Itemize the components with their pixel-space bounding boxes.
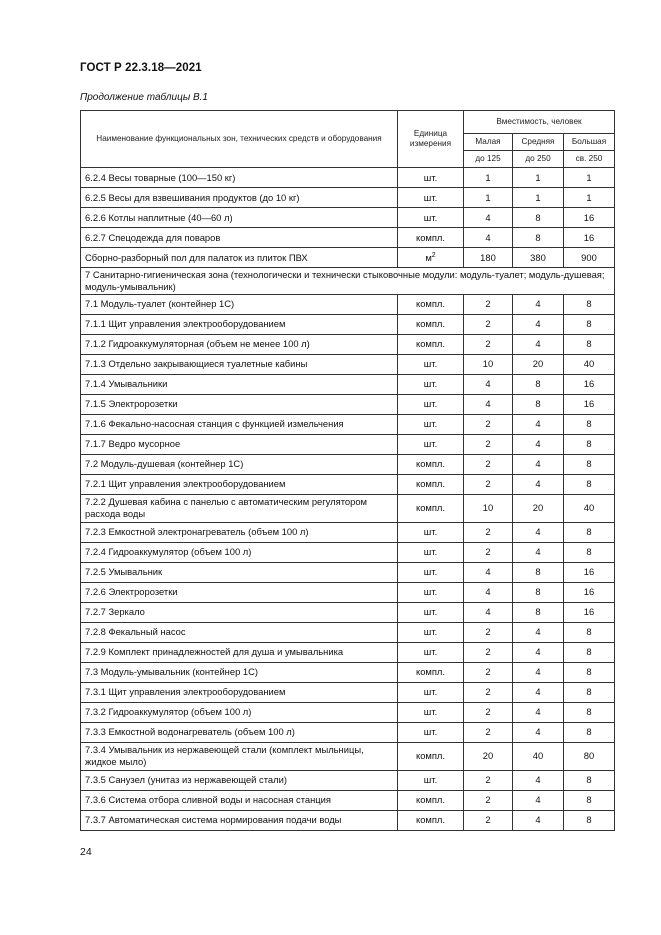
value-medium-cell: 4 [513, 702, 564, 722]
value-small-cell: 2 [464, 770, 513, 790]
table-row [81, 790, 615, 810]
table-body [81, 168, 615, 831]
value-medium-cell: 4 [513, 314, 564, 334]
value-medium-cell: 4 [513, 622, 564, 642]
unit-cell [398, 790, 464, 810]
value-medium-cell: 4 [513, 662, 564, 682]
unit-text: шт. [423, 191, 438, 203]
table-row [81, 542, 615, 562]
value-large-cell: 900 [564, 248, 615, 268]
unit-cell [398, 722, 464, 742]
value-large-cell: 16 [564, 582, 615, 602]
unit-text: шт. [423, 546, 438, 558]
value-large-cell: 1 [564, 168, 615, 188]
value-large-cell: 16 [564, 208, 615, 228]
unit-cell [398, 168, 464, 188]
value-small-cell: 2 [464, 790, 513, 810]
item-name-cell: 7.1.6 Фекально-насосная станция с функцией измельчения [81, 414, 398, 434]
unit-text: шт. [423, 566, 438, 578]
value-large-cell: 8 [564, 314, 615, 334]
table-row [81, 602, 615, 622]
unit-cell [398, 770, 464, 790]
value-medium-cell: 4 [513, 334, 564, 354]
value-large-cell: 40 [564, 494, 615, 522]
item-name-cell: 7.3.3 Емкостной водонагреватель (объем 100 л) [81, 722, 398, 742]
column-subheader-medium: до 250 [513, 151, 564, 168]
item-name-cell: 6.2.6 Котлы наплитные (40—60 л) [81, 208, 398, 228]
value-large-cell: 16 [564, 394, 615, 414]
value-medium-cell: 4 [513, 642, 564, 662]
unit-cell [398, 542, 464, 562]
value-large-cell: 8 [564, 454, 615, 474]
unit-cell [398, 810, 464, 830]
value-large-cell: 8 [564, 622, 615, 642]
unit-cell [398, 702, 464, 722]
value-medium-cell: 4 [513, 294, 564, 314]
value-medium-cell: 4 [513, 434, 564, 454]
column-header-medium: Средняя [513, 134, 564, 151]
unit-cell [398, 454, 464, 474]
value-small-cell: 4 [464, 562, 513, 582]
unit-text: компл. [415, 478, 446, 490]
value-small-cell: 1 [464, 168, 513, 188]
unit-text: компл. [415, 298, 446, 310]
unit-cell [398, 188, 464, 208]
item-name-cell: 7.2.2 Душевая кабина с панелью с автоматическим регулятором расхода воды [81, 494, 398, 522]
value-large-cell: 16 [564, 228, 615, 248]
unit-text: компл. [415, 794, 446, 806]
item-name-cell: 7.1 Модуль-туалет (контейнер 1С) [81, 294, 398, 314]
value-small-cell: 2 [464, 682, 513, 702]
section-heading: 7 Санитарно-гигиеническая зона (технологически и технически стыковочные модули: модуль-туалет; модуль-душевая; модуль-умывальник) [81, 268, 615, 295]
value-small-cell: 2 [464, 294, 513, 314]
unit-text: шт. [423, 378, 438, 390]
unit-text: шт. [423, 606, 438, 618]
value-medium-cell: 4 [513, 474, 564, 494]
table-row [81, 228, 615, 248]
value-small-cell: 2 [464, 454, 513, 474]
value-small-cell: 2 [464, 414, 513, 434]
value-large-cell: 16 [564, 602, 615, 622]
item-name-cell: 7.1.3 Отдельно закрывающиеся туалетные кабины [81, 354, 398, 374]
unit-text: шт. [423, 726, 438, 738]
table-row [81, 662, 615, 682]
unit-cell [398, 742, 464, 770]
item-name-cell: 7.3.7 Автоматическая система нормирования подачи воды [81, 810, 398, 830]
item-name-cell: 7.2.8 Фекальный насос [81, 622, 398, 642]
table-row [81, 622, 615, 642]
value-medium-cell: 8 [513, 374, 564, 394]
unit-cell [398, 228, 464, 248]
value-medium-cell: 40 [513, 742, 564, 770]
value-medium-cell: 380 [513, 248, 564, 268]
value-small-cell: 2 [464, 642, 513, 662]
value-medium-cell: 4 [513, 522, 564, 542]
table-row [81, 522, 615, 542]
value-medium-cell: 20 [513, 354, 564, 374]
unit-text: компл. [415, 666, 446, 678]
value-large-cell: 40 [564, 354, 615, 374]
value-small-cell: 2 [464, 474, 513, 494]
value-small-cell: 10 [464, 354, 513, 374]
unit-text: компл. [415, 231, 446, 243]
item-name-cell: 7.2.9 Комплект принадлежностей для душа и умывальника [81, 642, 398, 662]
item-name-cell: 7.1.7 Ведро мусорное [81, 434, 398, 454]
value-small-cell: 2 [464, 810, 513, 830]
unit-text: шт. [423, 586, 438, 598]
unit-text: шт. [423, 526, 438, 538]
column-header-name: Наименование функциональных зон, технических средств и оборудования [81, 111, 398, 168]
item-name-cell: Сборно-разборный пол для палаток из плиток ПВХ [81, 248, 398, 268]
table-row [81, 434, 615, 454]
unit-text: шт. [423, 418, 438, 430]
table-row [81, 562, 615, 582]
table-row [81, 314, 615, 334]
value-small-cell: 2 [464, 334, 513, 354]
value-large-cell: 16 [564, 562, 615, 582]
item-name-cell: 7.1.5 Электророзетки [81, 394, 398, 414]
unit-cell [398, 562, 464, 582]
table-section-row [81, 268, 615, 295]
value-large-cell: 8 [564, 294, 615, 314]
value-small-cell: 10 [464, 494, 513, 522]
value-medium-cell: 8 [513, 208, 564, 228]
column-header-small: Малая [464, 134, 513, 151]
column-subheader-large: св. 250 [564, 151, 615, 168]
unit-text: шт. [423, 438, 438, 450]
item-name-cell: 7.2.4 Гидроаккумулятор (объем 100 л) [81, 542, 398, 562]
unit-text: шт. [423, 358, 438, 370]
value-small-cell: 2 [464, 542, 513, 562]
value-medium-cell: 4 [513, 770, 564, 790]
value-small-cell: 4 [464, 208, 513, 228]
item-name-cell: 6.2.4 Весы товарные (100—150 кг) [81, 168, 398, 188]
unit-superscript: 2 [431, 251, 436, 259]
equipment-table [80, 110, 615, 831]
unit-text: шт. [423, 398, 438, 410]
value-medium-cell: 4 [513, 722, 564, 742]
value-small-cell: 180 [464, 248, 513, 268]
table-row [81, 394, 615, 414]
item-name-cell: 7.3.6 Система отбора сливной воды и насосная станция [81, 790, 398, 810]
column-header-capacity: Вместимость, человек [464, 111, 615, 134]
value-medium-cell: 4 [513, 682, 564, 702]
unit-text: шт. [423, 706, 438, 718]
value-large-cell: 8 [564, 702, 615, 722]
item-name-cell: 7.2.6 Электророзетки [81, 582, 398, 602]
value-medium-cell: 20 [513, 494, 564, 522]
value-medium-cell: 8 [513, 394, 564, 414]
value-small-cell: 4 [464, 228, 513, 248]
value-small-cell: 4 [464, 582, 513, 602]
unit-text: шт. [423, 686, 438, 698]
value-medium-cell: 1 [513, 188, 564, 208]
value-large-cell: 8 [564, 474, 615, 494]
unit-text: компл. [415, 502, 446, 514]
unit-cell [398, 248, 464, 268]
unit-cell [398, 334, 464, 354]
value-medium-cell: 1 [513, 168, 564, 188]
unit-text: м [425, 251, 432, 263]
value-large-cell: 80 [564, 742, 615, 770]
value-small-cell: 4 [464, 394, 513, 414]
table-row [81, 642, 615, 662]
unit-text: компл. [415, 814, 446, 826]
item-name-cell: 7.2.3 Емкостной электронагреватель (объем 100 л) [81, 522, 398, 542]
unit-text: компл. [415, 318, 446, 330]
value-large-cell: 16 [564, 374, 615, 394]
value-large-cell: 8 [564, 810, 615, 830]
table-row [81, 248, 615, 268]
column-header-large: Большая [564, 134, 615, 151]
unit-text: шт. [423, 646, 438, 658]
table-row [81, 742, 615, 770]
item-name-cell: 6.2.7 Спецодежда для поваров [81, 228, 398, 248]
unit-cell [398, 622, 464, 642]
item-name-cell: 7.2.1 Щит управления электрооборудованием [81, 474, 398, 494]
value-small-cell: 2 [464, 434, 513, 454]
value-medium-cell: 4 [513, 414, 564, 434]
table-row [81, 582, 615, 602]
value-medium-cell: 8 [513, 582, 564, 602]
unit-cell [398, 294, 464, 314]
item-name-cell: 7.3.1 Щит управления электрооборудованием [81, 682, 398, 702]
item-name-cell: 7.2.7 Зеркало [81, 602, 398, 622]
value-medium-cell: 8 [513, 602, 564, 622]
item-name-cell: 7.2 Модуль-душевая (контейнер 1С) [81, 454, 398, 474]
item-name-cell: 7.1.4 Умывальники [81, 374, 398, 394]
value-medium-cell: 4 [513, 790, 564, 810]
unit-text: шт. [423, 626, 438, 638]
value-small-cell: 2 [464, 662, 513, 682]
unit-cell [398, 314, 464, 334]
value-small-cell: 2 [464, 722, 513, 742]
value-large-cell: 8 [564, 790, 615, 810]
value-large-cell: 1 [564, 188, 615, 208]
unit-text: шт. [423, 171, 438, 183]
table-row [81, 494, 615, 522]
value-large-cell: 8 [564, 542, 615, 562]
item-name-cell: 7.1.1 Щит управления электрооборудованием [81, 314, 398, 334]
item-name-cell: 7.1.2 Гидроаккумуляторная (объем не менее 100 л) [81, 334, 398, 354]
value-small-cell: 2 [464, 702, 513, 722]
unit-cell [398, 394, 464, 414]
item-name-cell: 7.3 Модуль-умывальник (контейнер 1С) [81, 662, 398, 682]
value-medium-cell: 8 [513, 562, 564, 582]
value-large-cell: 8 [564, 682, 615, 702]
value-small-cell: 20 [464, 742, 513, 770]
value-large-cell: 8 [564, 662, 615, 682]
value-large-cell: 8 [564, 434, 615, 454]
table-row [81, 770, 615, 790]
value-medium-cell: 4 [513, 454, 564, 474]
value-small-cell: 4 [464, 602, 513, 622]
unit-cell [398, 208, 464, 228]
table-row [81, 810, 615, 830]
item-name-cell: 7.3.4 Умывальник из нержавеющей стали (комплект мыльницы, жидкое мыло) [81, 742, 398, 770]
unit-cell [398, 474, 464, 494]
table-row [81, 334, 615, 354]
value-large-cell: 8 [564, 722, 615, 742]
unit-text: компл. [415, 338, 446, 350]
table-row [81, 188, 615, 208]
value-large-cell: 8 [564, 522, 615, 542]
unit-cell [398, 642, 464, 662]
value-medium-cell: 4 [513, 810, 564, 830]
table-row [81, 454, 615, 474]
unit-cell [398, 522, 464, 542]
page-number: 24 [80, 846, 92, 858]
table-caption: Продолжение таблицы В.1 [80, 92, 208, 103]
value-large-cell: 8 [564, 770, 615, 790]
table-row [81, 682, 615, 702]
item-name-cell: 7.2.5 Умывальник [81, 562, 398, 582]
value-medium-cell: 8 [513, 228, 564, 248]
unit-cell [398, 602, 464, 622]
column-subheader-small: до 125 [464, 151, 513, 168]
item-name-cell: 6.2.5 Весы для взвешивания продуктов (до 10 кг) [81, 188, 398, 208]
table-row [81, 702, 615, 722]
unit-text: шт. [423, 211, 438, 223]
document-standard-title: ГОСТ Р 22.3.18—2021 [80, 62, 202, 74]
table-row [81, 722, 615, 742]
table-row [81, 414, 615, 434]
unit-cell [398, 354, 464, 374]
unit-text: компл. [415, 458, 446, 470]
value-small-cell: 2 [464, 314, 513, 334]
value-large-cell: 8 [564, 414, 615, 434]
value-small-cell: 2 [464, 622, 513, 642]
table-row [81, 294, 615, 314]
unit-cell [398, 414, 464, 434]
table-row [81, 374, 615, 394]
value-medium-cell: 4 [513, 542, 564, 562]
unit-cell [398, 662, 464, 682]
value-large-cell: 8 [564, 642, 615, 662]
value-small-cell: 4 [464, 374, 513, 394]
value-large-cell: 8 [564, 334, 615, 354]
value-small-cell: 1 [464, 188, 513, 208]
table-row [81, 208, 615, 228]
unit-cell [398, 682, 464, 702]
unit-cell [398, 582, 464, 602]
table-row [81, 474, 615, 494]
value-small-cell: 2 [464, 522, 513, 542]
item-name-cell: 7.3.5 Санузел (унитаз из нержавеющей стали) [81, 770, 398, 790]
column-header-unit: Единица измерения [398, 111, 464, 168]
unit-cell [398, 374, 464, 394]
table-row [81, 354, 615, 374]
unit-cell [398, 434, 464, 454]
table-row [81, 168, 615, 188]
item-name-cell: 7.3.2 Гидроаккумулятор (объем 100 л) [81, 702, 398, 722]
unit-text: компл. [415, 750, 446, 762]
unit-text: шт. [423, 774, 438, 786]
unit-cell [398, 494, 464, 522]
